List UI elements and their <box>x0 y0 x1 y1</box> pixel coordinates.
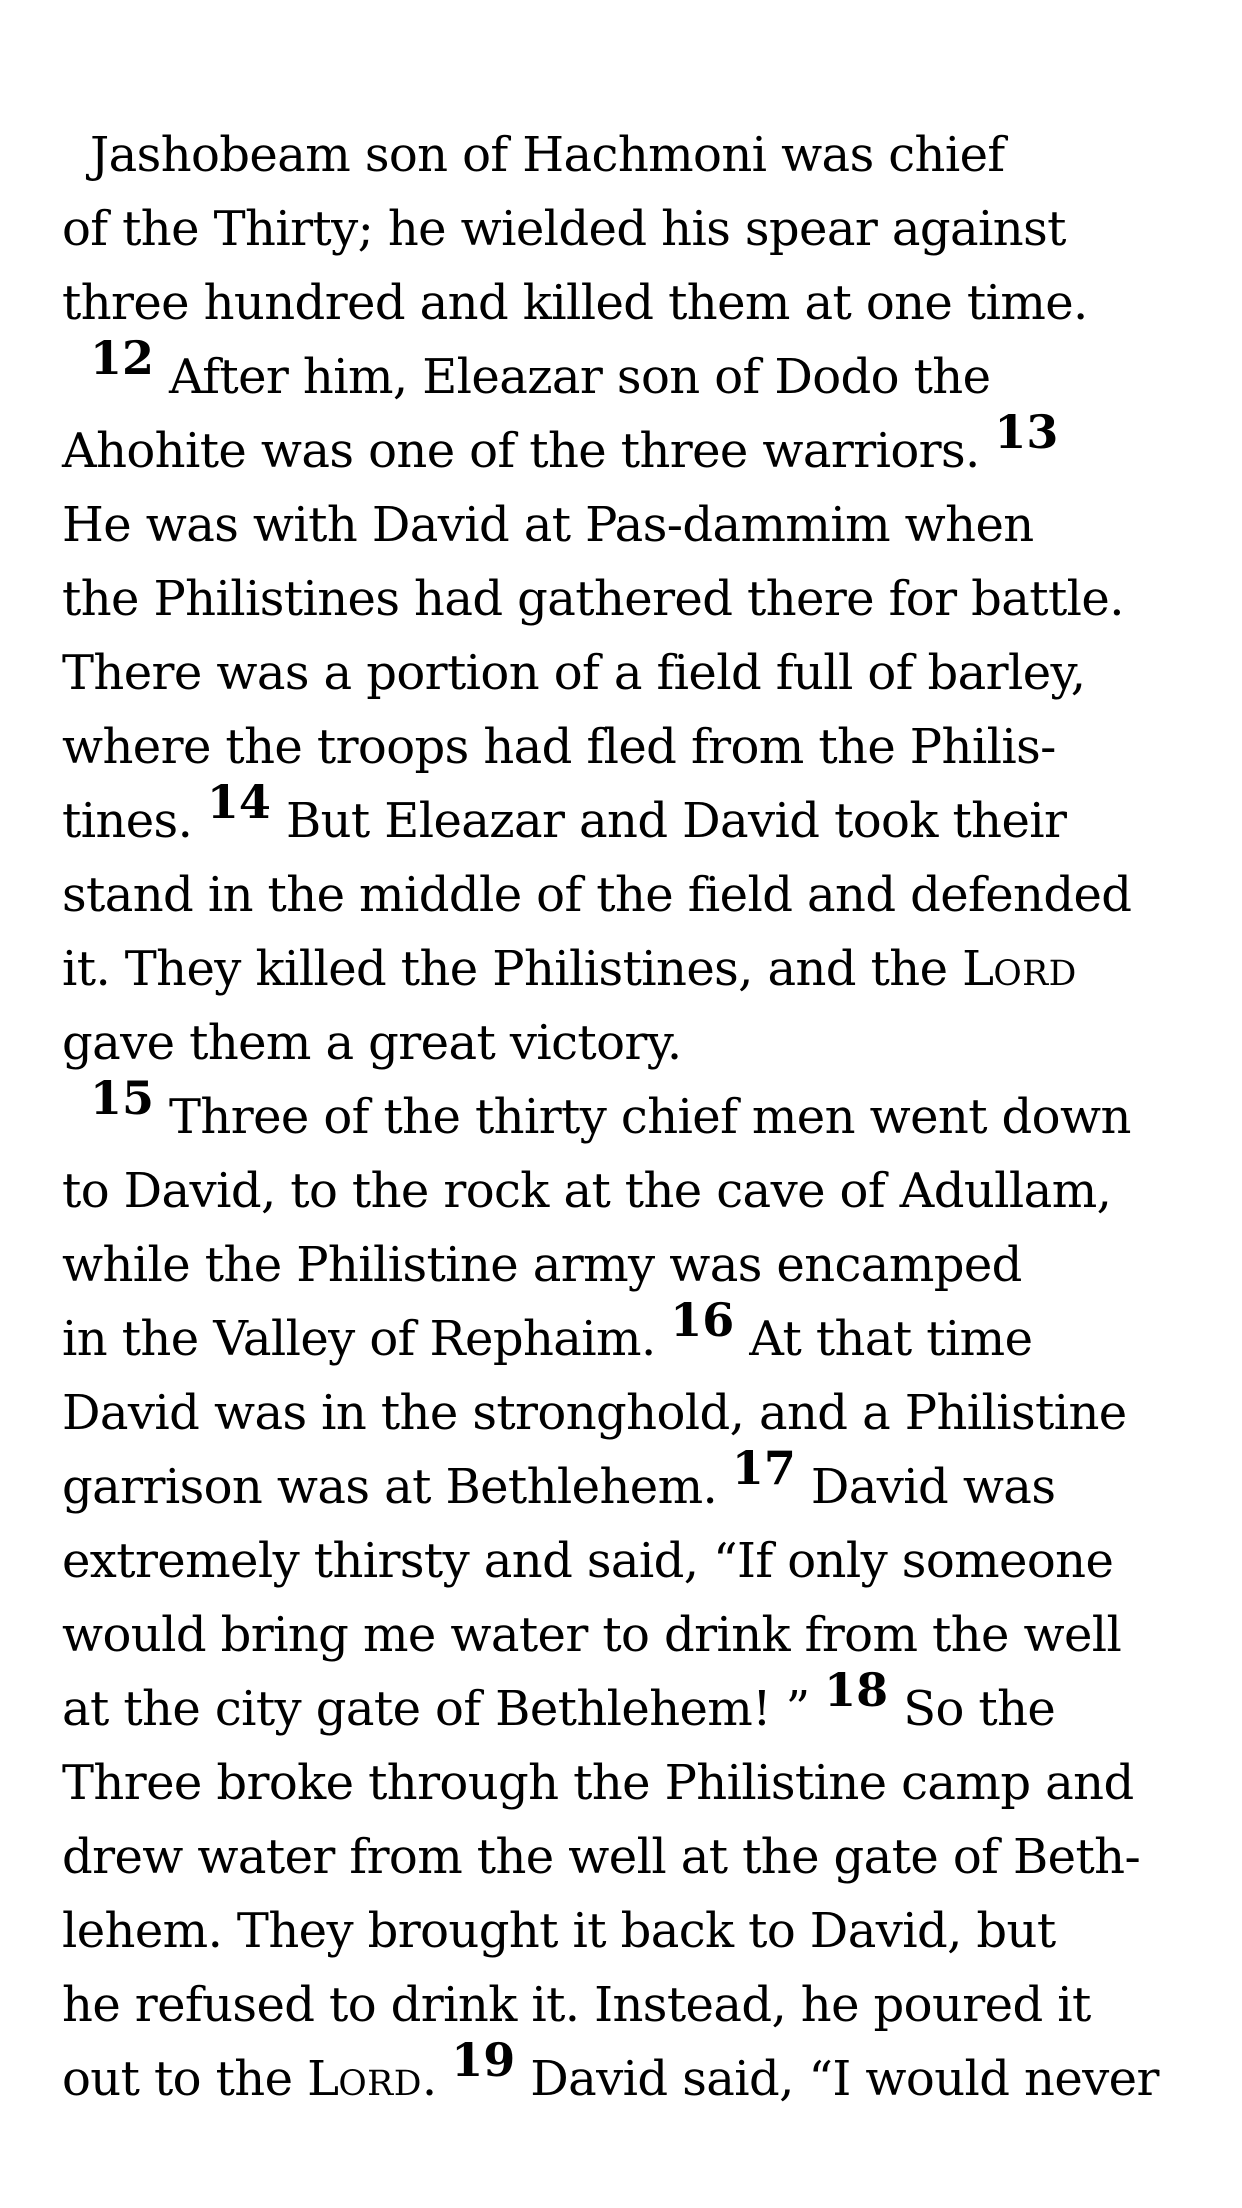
scripture-line: three hundred and killed them at one time. <box>62 275 1088 331</box>
verse-number: 16 <box>670 1293 735 1347</box>
verse-number: 15 <box>90 1071 155 1125</box>
scripture-text <box>62 118 1210 2116</box>
scripture-line: gave them a great victory. <box>62 1015 682 1071</box>
verse-number: 19 <box>451 2033 516 2087</box>
scripture-line: at the city gate of Bethlehem! ” 18 So the <box>62 1663 1056 1737</box>
scripture-line: in the Valley of Rephaim. 16 At that time <box>62 1293 1033 1367</box>
scripture-line: 12 After him, Eleazar son of Dodo the <box>90 331 991 405</box>
scripture-line: Ahohite was one of the three warriors. 13 <box>62 405 1059 479</box>
scripture-line: David was in the stronghold, and a Philistine <box>62 1385 1127 1441</box>
scripture-line: Three broke through the Philistine camp and <box>62 1755 1134 1811</box>
divine-name-smallcaps: LORD <box>962 941 1077 997</box>
scripture-line: while the Philistine army was encamped <box>62 1237 1022 1293</box>
scripture-line: tines. 14 But Eleazar and David took their <box>62 775 1067 849</box>
scripture-line: where the troops had fled from the Philis- <box>62 719 1056 775</box>
scripture-line: of the Thirty; he wielded his spear against <box>62 201 1066 257</box>
scripture-line: lehem. They brought it back to David, but <box>62 1903 1056 1959</box>
verse-number: 18 <box>824 1663 889 1717</box>
scripture-line: out to the LORD. 19 David said, “I would never <box>62 2033 1159 2107</box>
scripture-line: to David, to the rock at the cave of Adullam, <box>62 1163 1112 1219</box>
scripture-line: He was with David at Pas-dammim when <box>62 497 1034 553</box>
divine-name-smallcaps: LORD <box>307 2051 422 2107</box>
scripture-line: he refused to drink it. Instead, he poured it <box>62 1977 1091 2033</box>
divine-name-smallcaps-rest: ORD <box>993 954 1077 994</box>
scripture-line: it. They killed the Philistines, and the LORD <box>62 941 1077 997</box>
scripture-line: 15 Three of the thirty chief men went down <box>90 1071 1131 1145</box>
scripture-line: would bring me water to drink from the well <box>62 1607 1122 1663</box>
verse-number: 14 <box>206 775 271 829</box>
scripture-line: garrison was at Bethlehem. 17 David was <box>62 1441 1056 1515</box>
verse-number: 17 <box>731 1441 796 1495</box>
scripture-line: Jashobeam son of Hachmoni was chief <box>90 127 1005 183</box>
verse-number: 12 <box>90 331 155 385</box>
divine-name-smallcaps-rest: ORD <box>338 2064 422 2104</box>
scripture-line: the Philistines had gathered there for battle. <box>62 571 1124 627</box>
scripture-line: stand in the middle of the field and defended <box>62 867 1132 923</box>
scripture-line: There was a portion of a field full of barley, <box>62 645 1086 701</box>
scripture-line: extremely thirsty and said, “If only someone <box>62 1533 1114 1589</box>
scripture-line: drew water from the well at the gate of Beth- <box>62 1829 1141 1885</box>
verse-number: 13 <box>994 405 1059 459</box>
